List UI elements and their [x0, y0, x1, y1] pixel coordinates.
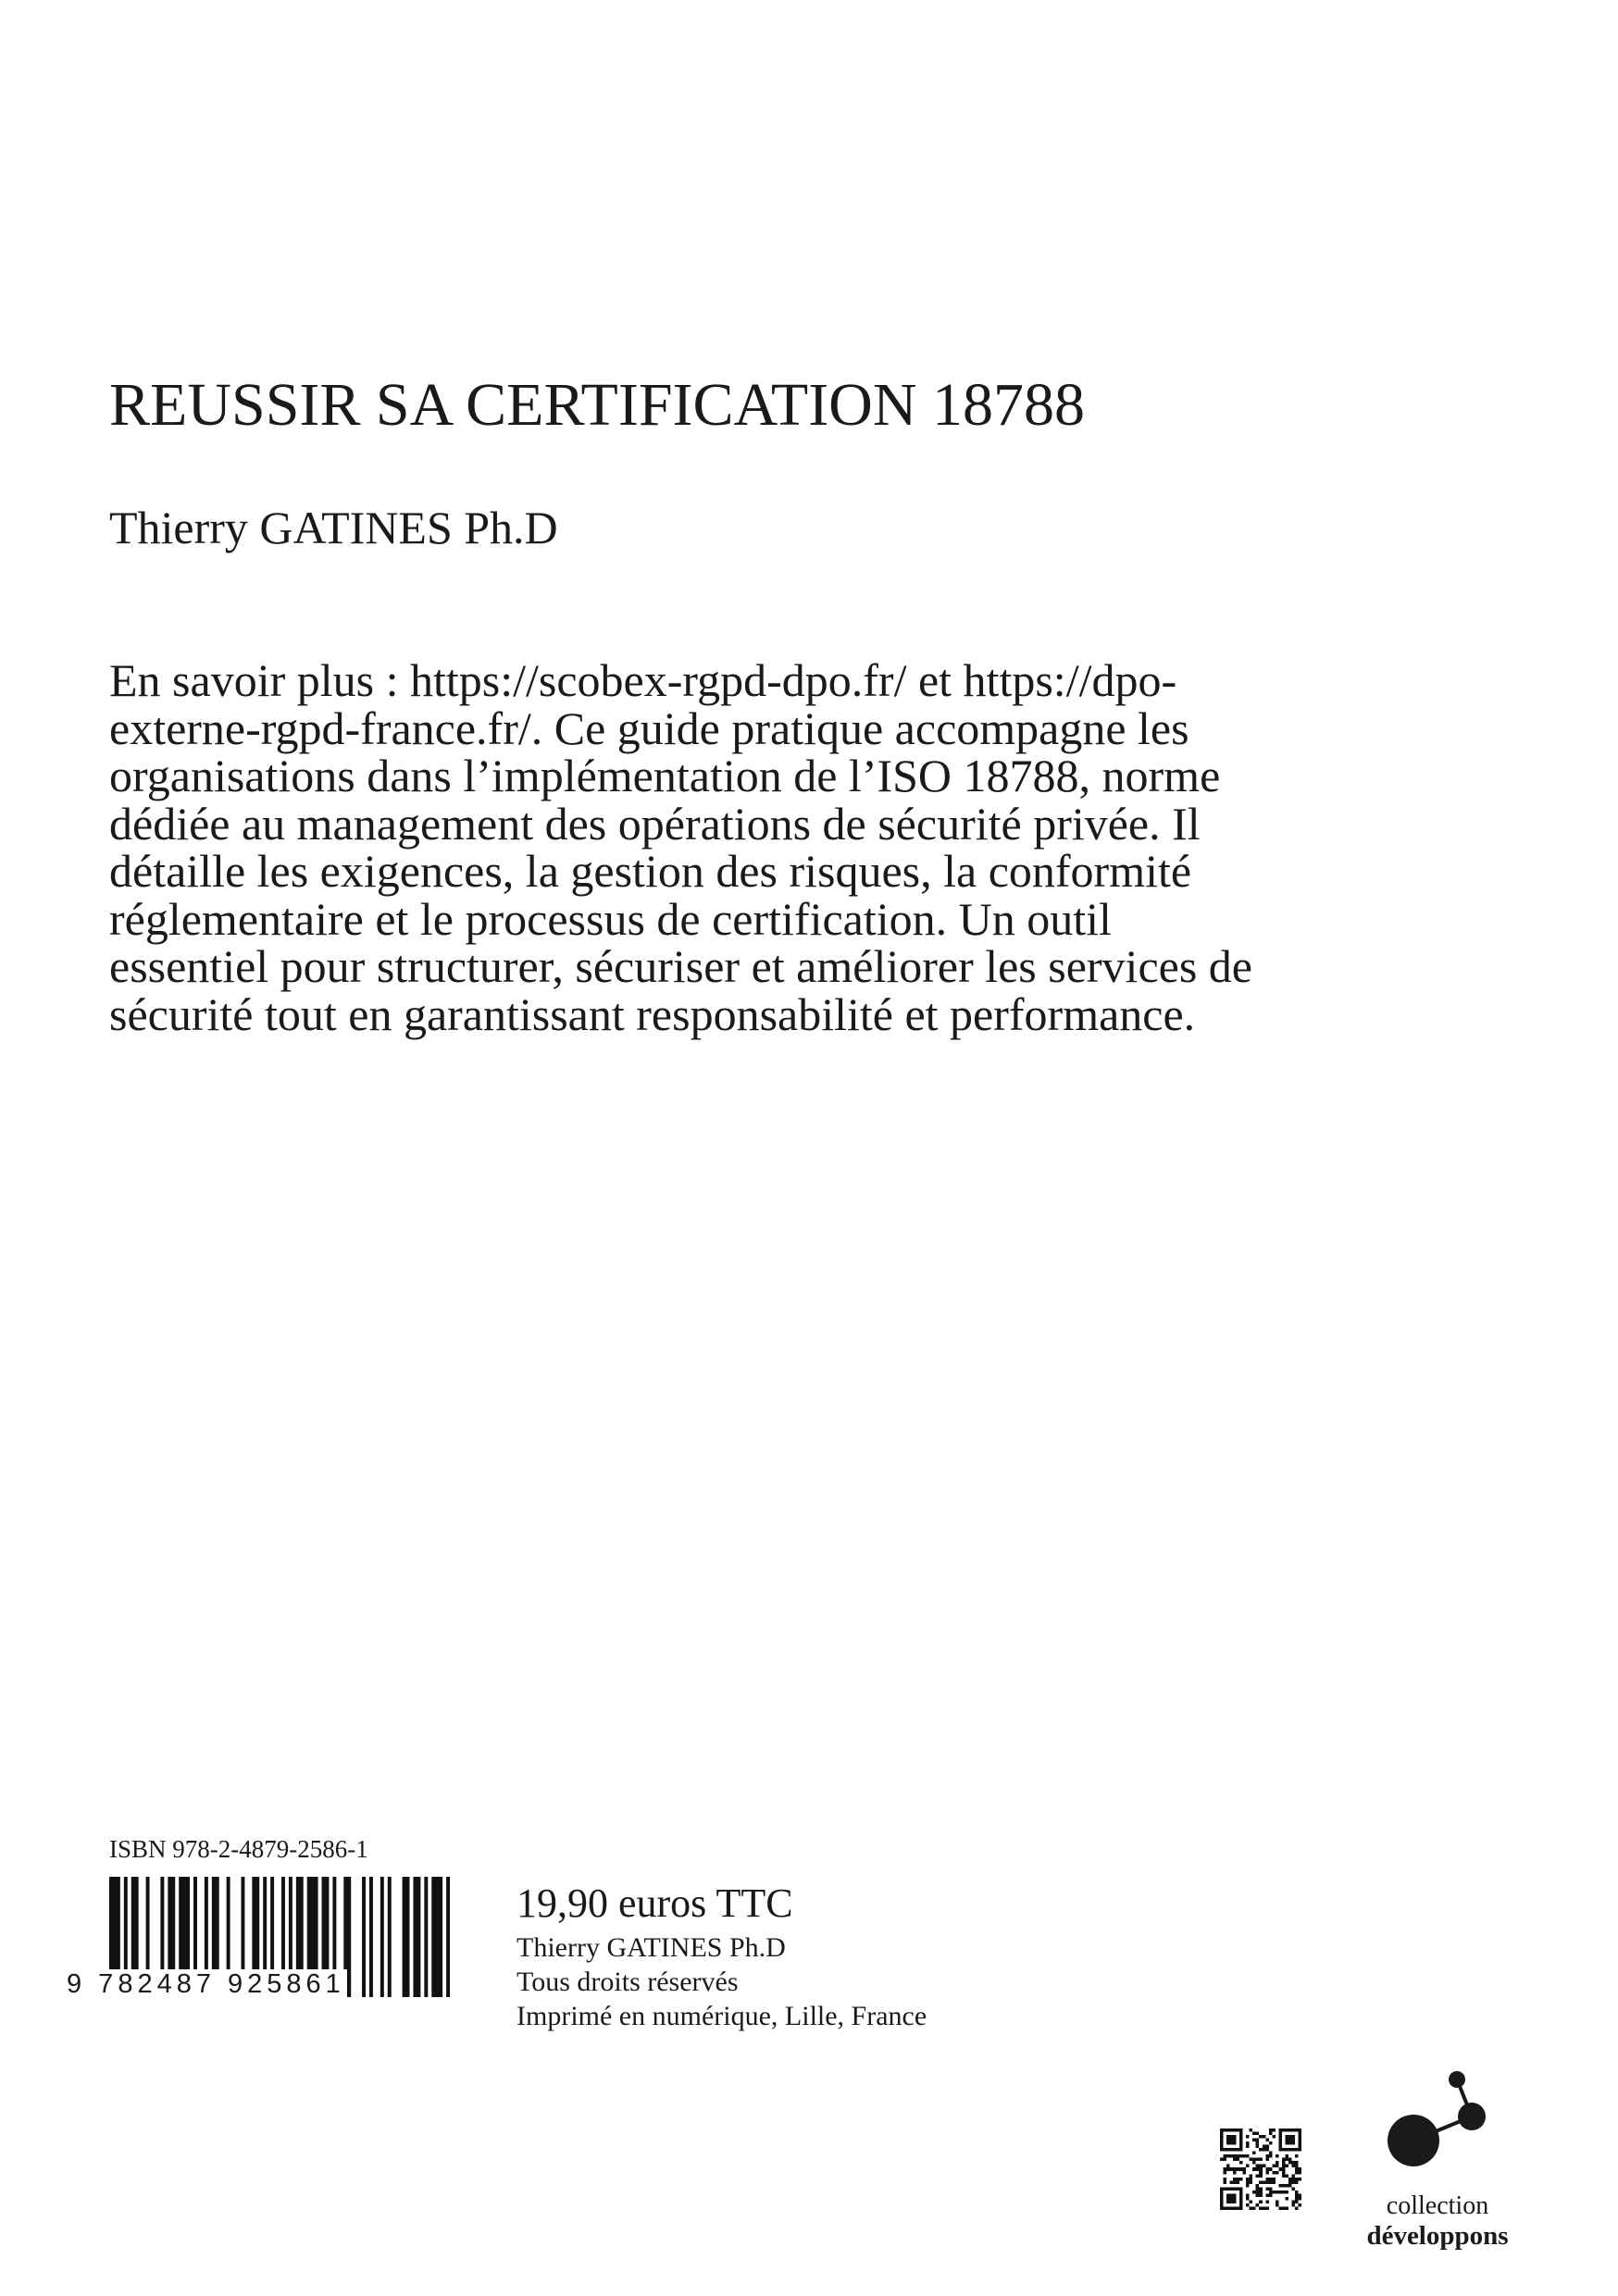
collection-label: collection [1386, 2191, 1489, 2220]
book-blurb: En savoir plus : https://scobex-rgpd-dpo.fr/ et https://dpo-externe-rgpd-france.fr/. Ce guide pratique accompagne les organisations dans l’implémentation de l’ISO 18788, norme dédiée au management des opérations de sécurité privée. Il détaille les exigences, la gestion des risques, la conformité réglementaire et le processus de certification. Un outil essentiel pour structurer, sécuriser et améliorer les services de sécurité tout en garantissant responsabilité et performance. [109, 654, 1252, 1040]
collection-name: développons [1366, 2221, 1509, 2251]
publisher: Thierry GATINES Ph.D [517, 1932, 786, 1963]
book-title: REUSSIR SA CERTIFICATION 18788 [109, 371, 1086, 439]
qr-code-icon [1220, 2128, 1301, 2210]
book-author: Thierry GATINES Ph.D [109, 502, 558, 553]
barcode-digits [65, 1971, 454, 1998]
rights-notice: Tous droits réservés [517, 1967, 739, 1997]
printing-notice: Imprimé en numérique, Lille, France [517, 2001, 927, 2031]
isbn-label: ISBN 978-2-4879-2586-1 [109, 1835, 368, 1863]
collection-logo-icon [1379, 2068, 1509, 2179]
price: 19,90 euros TTC [517, 1880, 793, 1926]
barcode-digits-text: 9 782487 925861 [67, 1969, 345, 1999]
